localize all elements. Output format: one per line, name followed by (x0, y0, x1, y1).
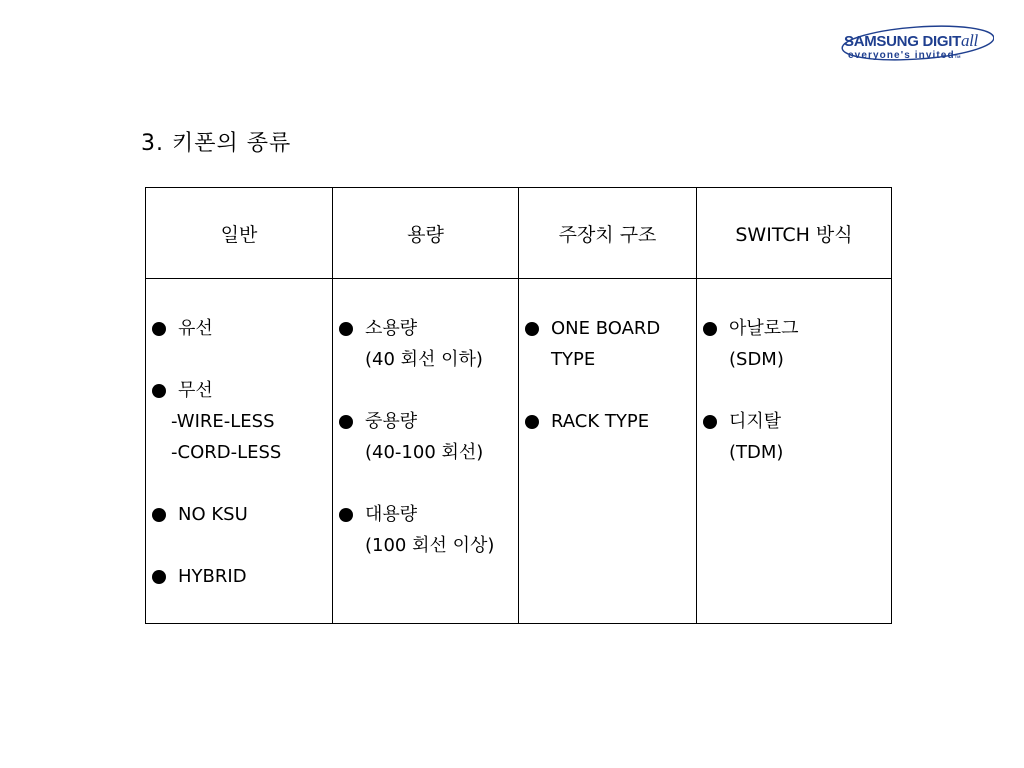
item-label: RACK TYPE (551, 411, 650, 432)
item-detail: (SDM) (729, 349, 784, 370)
bullet-icon (152, 570, 166, 584)
list-item (339, 313, 518, 375)
item-label: 소용량 (365, 318, 418, 339)
cell-main-unit-structure (519, 279, 697, 624)
bullet-icon (525, 415, 539, 429)
logo-brand-text: SAMSUNG DIGIT (844, 33, 961, 50)
logo-brand-suffix: all (960, 31, 978, 50)
bullet-icon (339, 322, 353, 336)
item-label: ONE BOARD (551, 318, 661, 339)
table-header-row (146, 188, 892, 279)
item-label: HYBRID (178, 566, 247, 587)
bullet-icon (152, 322, 166, 336)
item-detail: -WIRE-LESS (171, 411, 275, 432)
bullet-icon (339, 415, 353, 429)
list-item (703, 406, 891, 468)
list-item (152, 561, 332, 592)
cell-capacity (333, 279, 519, 624)
item-label: 아날로그 (729, 318, 799, 339)
item-label: NO KSU (178, 504, 248, 525)
table-body-row (146, 279, 892, 624)
item-detail: (100 회선 이상) (365, 535, 495, 556)
list-item (525, 406, 696, 437)
bullet-icon (152, 384, 166, 398)
page-title: 3. 키폰의 종류 (141, 131, 292, 156)
logo-brand (844, 31, 978, 51)
bullet-icon (339, 508, 353, 522)
logo-tagline (848, 50, 960, 61)
header-capacity: 용량 (333, 188, 519, 279)
list-item (152, 313, 332, 344)
item-label: 대용량 (365, 504, 418, 525)
header-main-unit-structure: 주장치 구조 (519, 188, 697, 279)
bullet-icon (525, 322, 539, 336)
item-detail: -CORD-LESS (171, 442, 282, 463)
item-detail: TYPE (551, 349, 596, 370)
samsung-digitall-logo (838, 22, 994, 68)
list-item (525, 313, 696, 375)
list-item (339, 499, 518, 561)
item-detail: (40-100 회선) (365, 442, 484, 463)
item-label: 중용량 (365, 411, 418, 432)
item-detail: (40 회선 이하) (365, 349, 483, 370)
bullet-icon (152, 508, 166, 522)
header-switch-method: SWITCH 방식 (697, 188, 892, 279)
cell-switch-method (697, 279, 892, 624)
logo-tm: TM (954, 54, 961, 59)
list-item (703, 313, 891, 375)
bullet-icon (703, 322, 717, 336)
item-label: 무선 (178, 380, 213, 401)
header-general: 일반 (146, 188, 333, 279)
list-item (152, 375, 332, 468)
item-detail: (TDM) (729, 442, 784, 463)
item-label: 디지탈 (729, 411, 782, 432)
list-item (152, 499, 332, 530)
cell-general (146, 279, 333, 624)
list-item (339, 406, 518, 468)
keyphone-types-table (145, 187, 892, 624)
bullet-icon (703, 415, 717, 429)
logo-tagline-text: everyone's invited (848, 50, 955, 61)
item-label: 유선 (178, 318, 213, 339)
